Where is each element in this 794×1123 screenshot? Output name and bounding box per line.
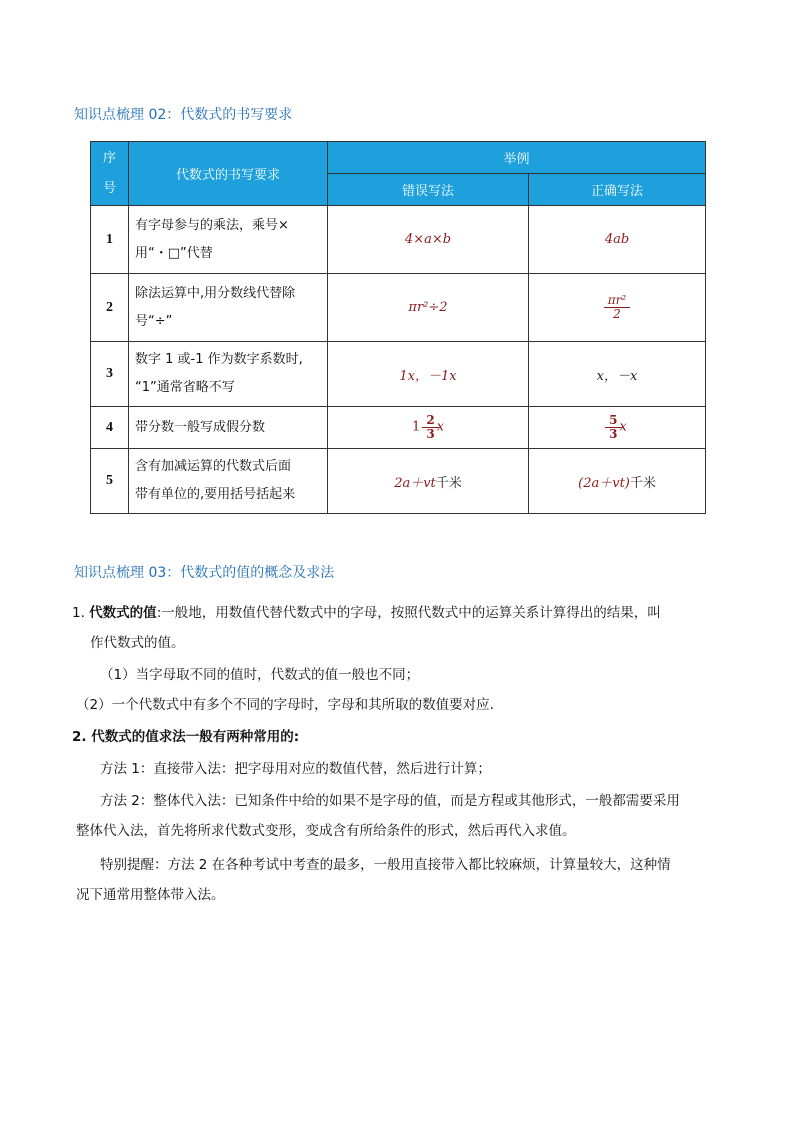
right-example [529,407,706,449]
table-row [91,449,706,514]
table-row [91,407,706,449]
fraction-numerator: 5 [609,413,618,428]
paragraph-1-cont: 作代数式的值。 [90,635,185,651]
table-row [91,206,706,274]
header-rule: 代数式的书写要求 [129,142,328,206]
variable: x [436,420,445,435]
expression: (2a＋vt) [578,475,630,491]
section-heading-03: 知识点梳理 03：代数式的值的概念及求法 [74,565,335,581]
paragraph-2 [72,722,732,752]
row-rule [129,206,328,274]
fraction-numerator: 2 [426,413,435,428]
fraction-numerator: πr² [607,293,627,308]
row-number: 2 [91,274,129,342]
right-example [529,274,706,342]
method-1: 方法 1：直接带入法：把字母用对应的数值代替，然后进行计算； [100,761,491,777]
header-wrong: 错误写法 [328,174,529,206]
row-number: 5 [91,449,129,514]
right-example: x，－x [529,342,706,407]
row-rule-line: 有字母参与的乘法，乘号× [135,217,289,233]
row-number: 1 [91,206,129,274]
right-example [529,449,706,514]
paragraph-text: :一般地，用数值代替代数式中的字母，按照代数式中的运算关系计算得出的结果，叫 [156,605,661,621]
row-rule-line: 带有单位的,要用括号括起来 [135,487,296,502]
row-rule [129,342,328,407]
wrong-example [328,449,529,514]
unit: 千米 [629,475,656,491]
row-rule-line: 号“÷” [135,313,173,329]
wrong-example: 4×a×b [328,206,529,274]
variable: x [619,420,627,435]
row-rule-line: 含有加减运算的代数式后面 [135,459,292,474]
paragraph-1 [72,598,732,628]
header-seq [91,142,129,206]
section-heading-02: 知识点梳理 02：代数式的书写要求 [74,107,293,123]
unit: 千米 [435,475,462,491]
table-row [91,342,706,407]
tip-line2: 况下通常用整体带入法。 [76,887,225,903]
fraction-denominator: 2 [613,307,621,321]
wrong-example: 1x，－1x [328,342,529,407]
row-number: 4 [91,407,129,449]
sub-item-1: （1）当字母取不同的值时，代数式的值一般也不同； [100,667,420,683]
right-example: 4ab [529,206,706,274]
method-2-line1: 方法 2：整体代入法：已知条件中给的如果不是字母的值，而是方程或其他形式，一般都需要采用 [100,793,680,809]
wrong-example [328,407,529,449]
header-right: 正确写法 [529,174,706,206]
list-number: 1. [72,605,85,621]
row-rule-line: 除法运算中,用分数线代替除 [135,285,296,301]
fraction [424,414,436,440]
fraction-denominator: 3 [609,427,618,441]
method-2-line2: 整体代入法，首先将所求代数式变形，变成含有所给条件的形式，然后再代入求值。 [76,823,576,839]
row-rule [129,274,328,342]
fraction-denominator: 3 [426,427,435,441]
tip-line1: 特别提醒：方法 2 在各种考试中考查的最多，一般用直接带入都比较麻烦，计算量较大，这种情 [100,857,671,873]
header-example: 举例 [328,142,706,174]
writing-rules-table [90,141,706,514]
fraction [607,414,619,440]
wrong-example: πr²÷2 [328,274,529,342]
row-number: 3 [91,342,129,407]
header-seq-line1: 序 [102,150,116,166]
sub-item-2: （2）一个代数式中有多个不同的字母时，字母和其所取的数值要对应. [76,697,494,713]
row-rule-line: 用“・□”代替 [135,245,213,261]
paragraph-text: 代数式的值求法一般有两种常用的: [91,729,300,745]
fraction [606,294,628,320]
table-row [91,274,706,342]
row-rule-line: “1”通常省略不写 [135,380,235,395]
expression: 2a＋vt [394,475,436,491]
row-rule [129,449,328,514]
list-number: 2. [72,729,87,745]
header-seq-line2: 号 [102,180,116,196]
row-rule: 带分数一般写成假分数 [129,407,328,449]
term: 代数式的值 [89,605,157,621]
row-rule-line: 数字 1 或-1 作为数字系数时, [135,352,303,367]
mixed-whole: 1 [411,420,421,435]
